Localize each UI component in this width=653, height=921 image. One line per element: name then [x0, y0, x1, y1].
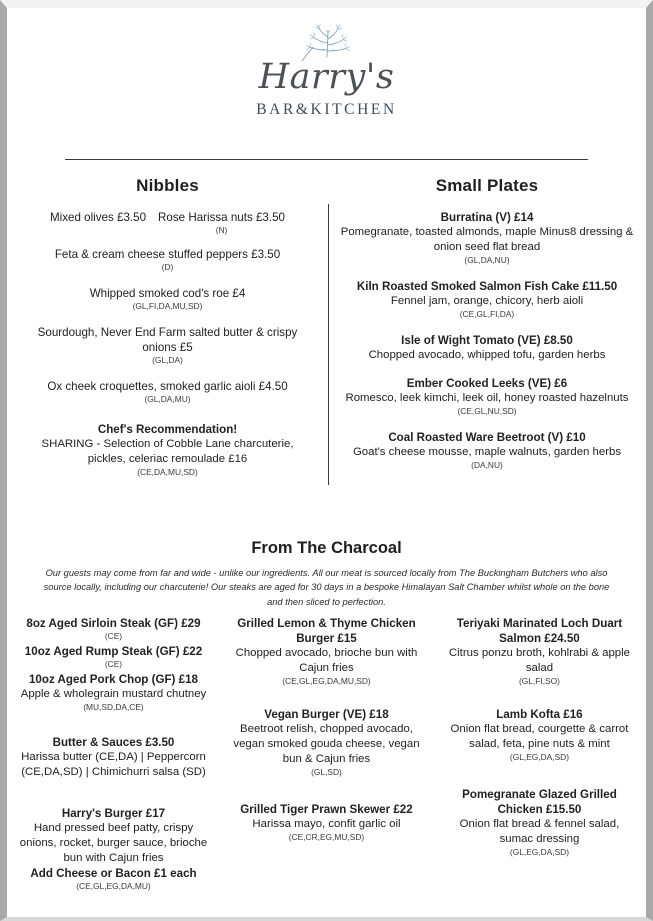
section-small-plates	[328, 176, 646, 491]
charcoal-intro-text: Our guests may come from far and wide - unlike our ingredients. All our meat is sourced locally from The Buckingham Butchers who also source locally, including our charcuterie! Our steaks are aged for 30 days in a bespoke Himalayan Salt Chamber whilst whole on the bone and then sliced to perfection.	[43, 568, 610, 607]
item-name: Rose Harissa nuts £3.50	[158, 211, 285, 224]
menu-item	[50, 210, 146, 225]
restaurant-logo	[7, 8, 646, 119]
botanical-sprig-icon	[287, 22, 367, 62]
item-name: Grilled Lemon & Thyme Chicken Burger £15	[237, 617, 416, 646]
item-allergens: (GL,DA,NU)	[464, 255, 510, 266]
item-allergens: (CE,GL,EG,DA,MU)	[76, 881, 151, 892]
item-allergens: (N)	[215, 225, 228, 236]
menu-item	[229, 707, 424, 778]
item-name: Teriyaki Marinated Loch Duart Salmon £24.50	[456, 617, 623, 646]
item-allergens: (CE,DA,MU,SD)	[137, 467, 198, 478]
item-allergens: (GL,EG,DA,SD)	[509, 752, 570, 763]
item-description: Harissa butter (CE,DA) | Peppercorn (CE,DA,SD) | Chimichurri salsa (SD)	[21, 751, 206, 779]
nibbles-heading: Nibbles	[136, 176, 199, 195]
item-allergens: (CE)	[104, 659, 123, 670]
item-name: Butter & Sauces £3.50	[52, 736, 175, 749]
item-allergens: (MU,SD,DA,CE)	[83, 702, 144, 713]
item-name: Kiln Roasted Smoked Salmon Fish Cake £11.50	[356, 280, 618, 294]
menu-item	[229, 616, 424, 687]
item-name: Vegan Burger (VE) £18	[264, 708, 389, 722]
chefs-recommendation	[21, 422, 314, 478]
menu-item	[16, 735, 211, 780]
item-description: Chopped avocado, whipped tofu, garden herbs	[368, 349, 606, 362]
nibbles-inline-row	[21, 210, 314, 236]
item-name: Pomegranate Glazed Grilled Chicken £15.50	[462, 788, 617, 817]
menu-item	[21, 379, 314, 405]
menu-item	[16, 806, 211, 892]
item-name: Harry's Burger £17	[61, 807, 166, 821]
item-name: Isle of Wight Tomato (VE) £8.50	[401, 334, 573, 348]
item-allergens: (GL,SD)	[311, 767, 342, 778]
item-name: Mixed olives £3.50	[50, 211, 147, 224]
menu-item	[21, 247, 314, 273]
logo-subtitle: BAR&KITCHEN	[256, 100, 397, 118]
item-name: Ox cheek croquettes, smoked garlic aioli £4.50	[47, 380, 288, 393]
chefs-recommendation-desc: SHARING - Selection of Cobble Lane charcuterie, pickles, celeriac remoulade £16	[41, 438, 294, 466]
item-allergens: (GL,EG,DA,SD)	[509, 847, 570, 858]
item-description: Onion flat bread & fennel salad, sumac dressing	[459, 818, 620, 846]
item-description: Onion flat bread, courgette & carrot salad, feta, pine nuts & mint	[450, 723, 629, 751]
menu-item	[338, 376, 636, 417]
small-plates-heading: Small Plates	[435, 176, 539, 195]
item-name: Grilled Tiger Prawn Skewer £22	[240, 803, 413, 817]
item-name: 8oz Aged Sirloin Steak (GF) £29	[26, 617, 201, 630]
item-description: Goat's cheese mousse, maple walnuts, garden herbs	[352, 446, 622, 459]
item-description: Harissa mayo, confit garlic oil	[252, 818, 401, 831]
menu-item	[21, 286, 314, 312]
menu-item	[442, 616, 637, 687]
item-name: Feta & cream cheese stuffed peppers £3.50	[54, 247, 281, 261]
item-addon: Add Cheese or Bacon £1 each	[30, 867, 197, 881]
menu-item	[21, 325, 314, 366]
charcoal-column-left	[7, 616, 220, 908]
item-allergens: (CE)	[104, 631, 123, 642]
item-allergens: (CE,GL,EG,DA,MU,SD)	[282, 676, 371, 687]
logo-script-name: Harry's	[258, 57, 395, 97]
header-divider-rule	[65, 159, 588, 160]
item-name: Sourdough, Never End Farm salted butter & crispy onions £5	[37, 325, 298, 355]
menu-item	[442, 707, 637, 763]
item-allergens: (GL,DA)	[152, 355, 183, 366]
menu-item	[16, 616, 211, 642]
top-sections	[7, 176, 646, 491]
item-name: Coal Roasted Ware Beetroot (V) £10	[388, 431, 586, 445]
item-description: Fennel jam, orange, chicory, herb aioli	[390, 295, 584, 308]
item-allergens: (DA,NU)	[471, 460, 503, 471]
charcoal-columns	[7, 616, 646, 908]
item-name: Whipped smoked cod's roe £4	[89, 286, 246, 300]
item-allergens: (GL,FI,DA,MU,SD)	[132, 301, 203, 312]
item-description: Chopped avocado, brioche bun with Cajun fries	[235, 647, 418, 675]
chefs-recommendation-title: Chef's Recommendation!	[97, 422, 238, 436]
item-name: Lamb Kofta £16	[496, 708, 583, 722]
item-name: 10oz Aged Pork Chop (GF) £18	[28, 672, 198, 686]
menu-item	[16, 672, 211, 713]
menu-item	[158, 210, 285, 236]
charcoal-column-right	[433, 616, 646, 908]
item-allergens: (CE,GL,FI,DA)	[459, 309, 515, 320]
menu-item	[338, 333, 636, 363]
menu-item	[338, 279, 636, 320]
charcoal-heading: From The Charcoal	[251, 539, 402, 557]
menu-sheet	[7, 8, 646, 917]
menu-item	[338, 430, 636, 471]
menu-item	[16, 644, 211, 670]
item-description: Pomegranate, toasted almonds, maple Minus8 dressing & onion seed flat bread	[340, 226, 634, 254]
item-name: Burratina (V) £14	[440, 211, 534, 224]
item-description: Apple & wholegrain mustard chutney	[20, 688, 207, 701]
item-allergens: (CE,GL,NU,SD)	[457, 406, 517, 417]
menu-item	[229, 802, 424, 843]
menu-item	[338, 210, 636, 266]
menu-item	[442, 787, 637, 858]
item-description: Citrus ponzu broth, kohlrabi & apple salad	[448, 647, 630, 675]
item-allergens: (CE,CR,EG,MU,SD)	[288, 832, 365, 843]
item-name: 10oz Aged Rump Steak (GF) £22	[24, 644, 203, 658]
item-description: Hand pressed beef patty, crispy onions, rocket, burger sauce, brioche bun with Cajun fries	[19, 822, 208, 865]
item-name: Ember Cooked Leeks (VE) £6	[406, 377, 568, 391]
item-allergens: (D)	[161, 262, 174, 273]
charcoal-column-middle	[220, 616, 433, 908]
section-nibbles	[7, 176, 328, 491]
item-description: Romesco, leek kimchi, leek oil, honey roasted hazelnuts	[345, 392, 629, 405]
item-allergens: (GL,FI,SO)	[518, 676, 560, 687]
item-description: Beetroot relish, chopped avocado, vegan smoked gouda cheese, vegan bun & Cajun fries	[233, 723, 420, 766]
item-allergens: (GL,DA,MU)	[144, 394, 191, 405]
